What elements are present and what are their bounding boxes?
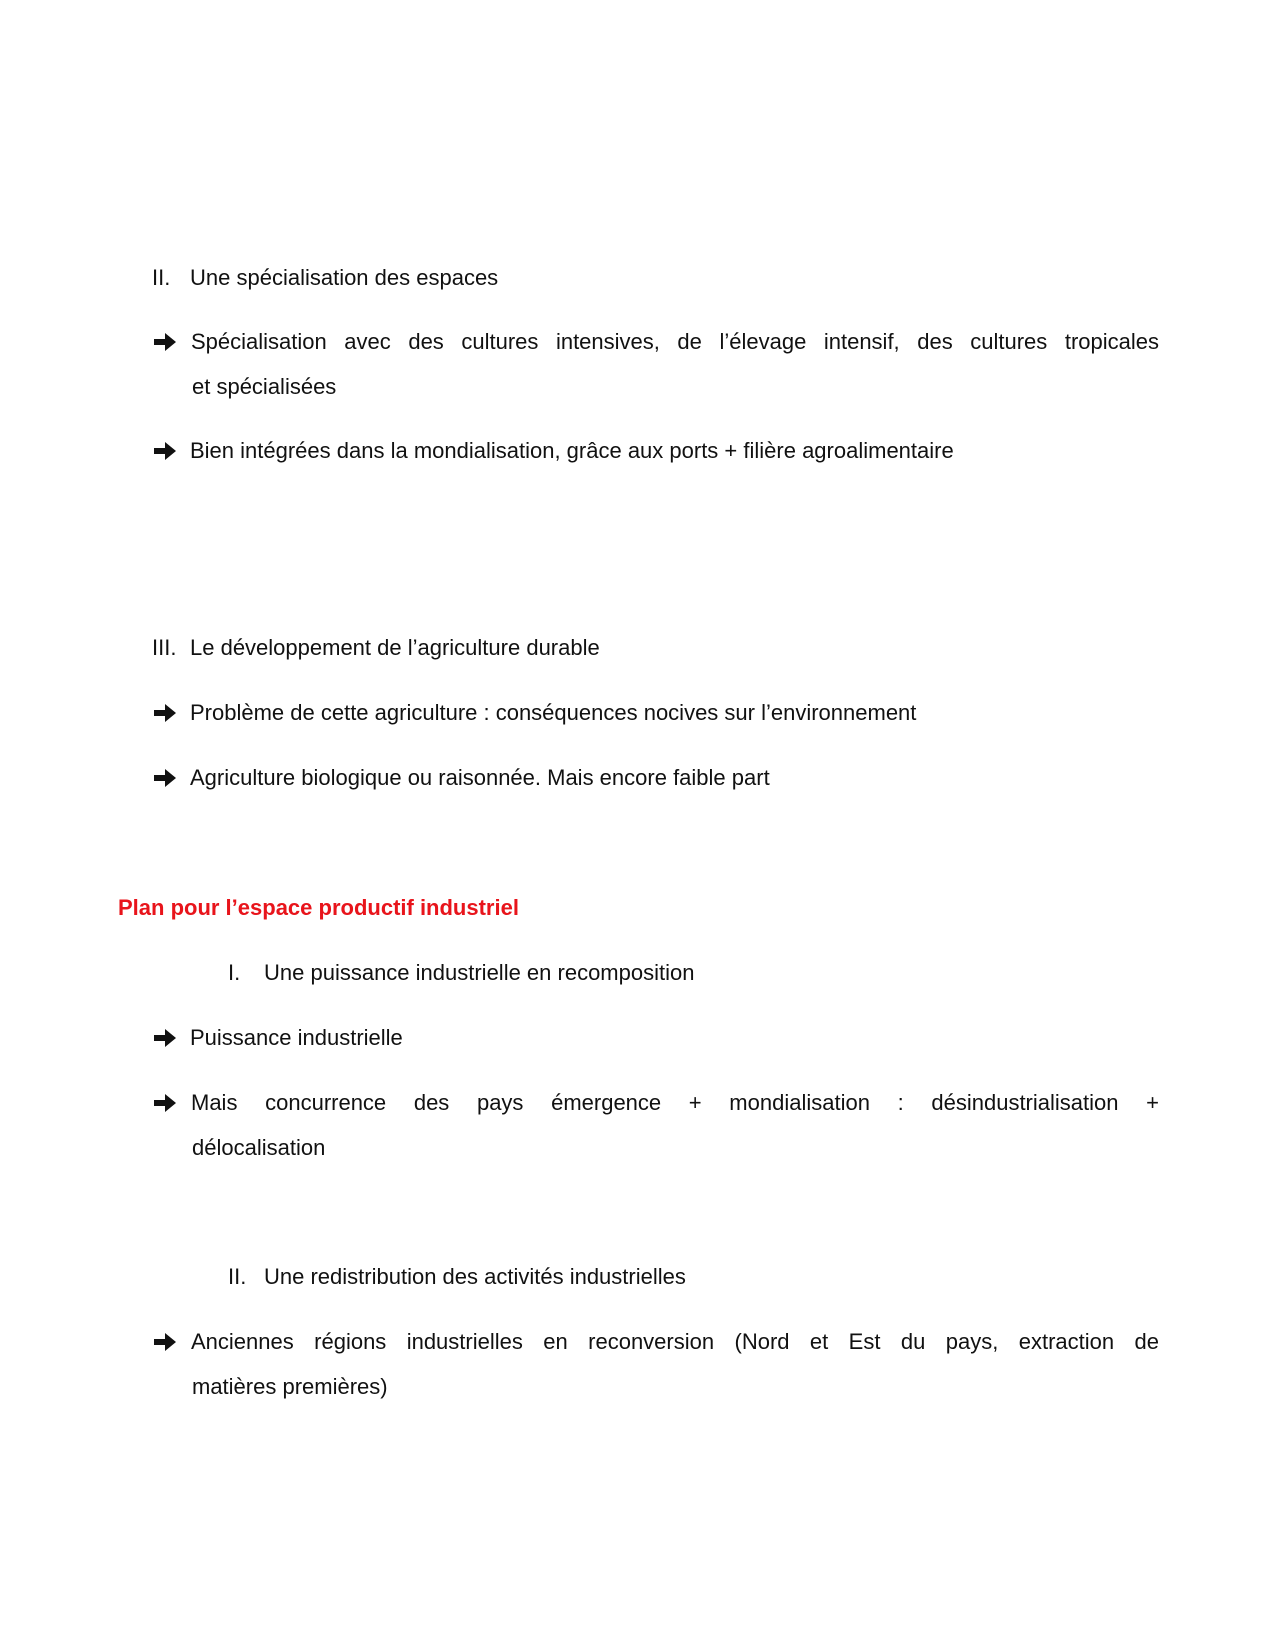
arrow-icon xyxy=(152,763,178,793)
section-heading-industrie: Plan pour l’espace productif industriel xyxy=(118,895,519,920)
numeral-ii-industry: II. xyxy=(228,1264,247,1289)
bullet-probleme: Problème de cette agriculture : conséquences nocives sur l’environnement xyxy=(190,700,917,725)
bullet-mondialisation: Bien intégrées dans la mondialisation, grâce aux ports + filière agroalimentaire xyxy=(190,438,954,463)
heading-agriculture-durable: Le développement de l’agriculture durable xyxy=(190,635,600,660)
arrow-icon xyxy=(152,327,178,357)
numeral-i-industry: I. xyxy=(228,960,241,985)
arrow-icon xyxy=(152,436,178,466)
arrow-icon xyxy=(152,1023,178,1053)
heading-specialisation: Une spécialisation des espaces xyxy=(190,265,499,290)
arrow-icon xyxy=(152,1088,178,1118)
bullet-text: Mais concurrence des pays émergence + mondialisation : désindustrialisation + xyxy=(191,1090,1159,1115)
bullet-text: Anciennes régions industrielles en reconversion (Nord et Est du pays, extraction de xyxy=(191,1329,1159,1354)
bullet-agriculture-bio: Agriculture biologique ou raisonnée. Mais encore faible part xyxy=(190,765,770,790)
numeral-ii-agri: II. xyxy=(152,265,171,290)
bullet-concurrence-line2: délocalisation xyxy=(192,1135,326,1160)
arrow-icon xyxy=(152,698,178,728)
numeral-iii-agri: III. xyxy=(152,635,177,660)
bullet-anciennes-regions-line2: matières premières) xyxy=(192,1374,388,1399)
bullet-puissance: Puissance industrielle xyxy=(190,1025,403,1050)
bullet-specialisation-line2: et spécialisées xyxy=(192,374,337,399)
bullet-anciennes-regions-line1 xyxy=(191,1327,1159,1357)
heading-redistribution: Une redistribution des activités industrielles xyxy=(264,1264,686,1289)
arrow-icon xyxy=(152,1327,178,1357)
bullet-text: Spécialisation avec des cultures intensives, de l’élevage intensif, des cultures tropicales xyxy=(191,329,1159,354)
heading-puissance-industrielle: Une puissance industrielle en recomposition xyxy=(264,960,695,985)
bullet-specialisation-line1 xyxy=(191,327,1159,357)
bullet-concurrence-line1 xyxy=(191,1088,1159,1118)
